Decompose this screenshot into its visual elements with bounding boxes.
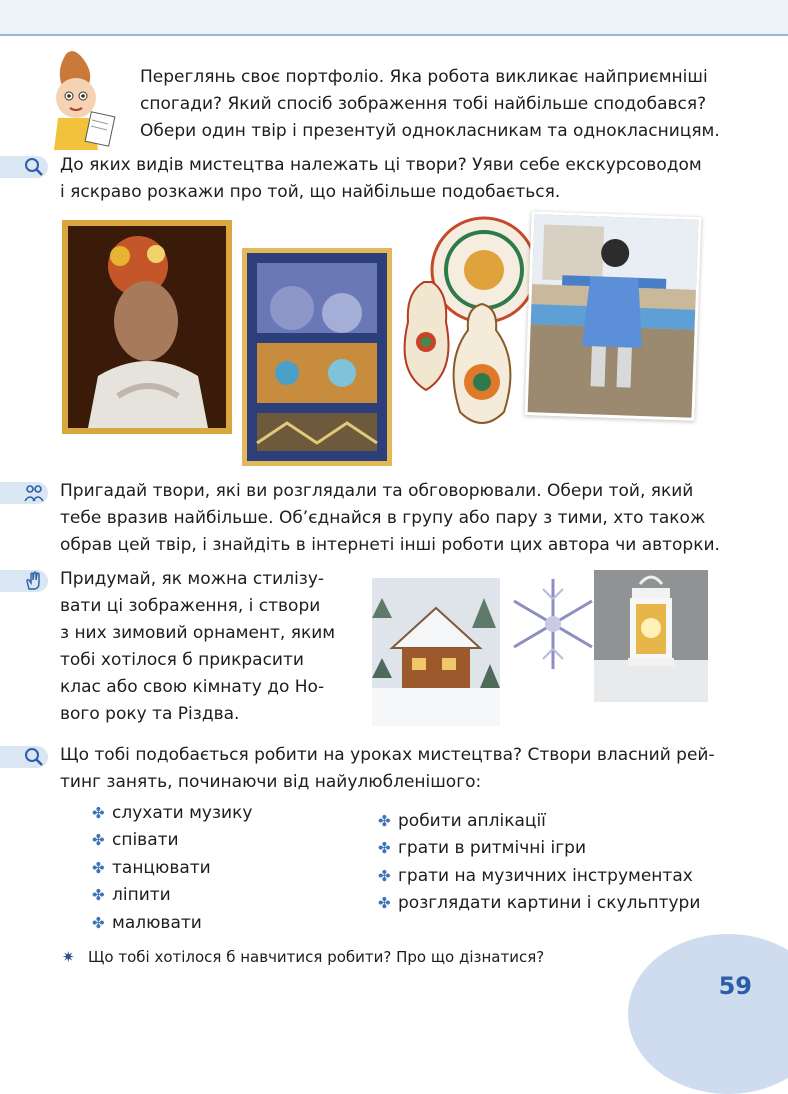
list-item: ✤ ліпити [92,885,171,905]
group-tab [0,482,48,504]
magnifier-tab-2 [0,746,48,768]
page-header-band [0,0,788,36]
flower-bullet-icon: ✤ [92,886,105,904]
task4-line: Що тобі подобається робити на уроках мистецтва? Створи власний рей- [60,745,715,765]
task2-line: тебе вразив найбільше. Об’єднайся в групу або пару з тими, хто також [60,508,706,528]
intro-line: спогади? Який спосіб зображення тобі найбільше сподобався? [140,94,707,114]
task1-paragraph [60,152,760,206]
flower-bullet-icon: ✤ [378,894,391,912]
flower-bullet-icon: ✤ [92,914,105,932]
list-item: ✤ співати [92,830,179,850]
list-item: ✤ робити аплікації [378,811,546,831]
task4-paragraph [60,742,760,796]
magnifier-icon [24,747,44,767]
list-item: ✤ грати на музичних інструментах [378,866,693,886]
flower-bullet-icon: ✤ [92,804,105,822]
flower-bullet-icon: ✤ [92,859,105,877]
closing-question: ✷ Що тобі хотілося б навчитися робити? Про що дізнатися? [62,948,545,966]
list-item: ✤ розглядати картини і скульптури [378,893,701,913]
task3-line: з них зимовий орнамент, яким [60,623,336,643]
lantern-photo [594,570,708,702]
intro-paragraph [140,64,760,145]
flower-bullet-icon: ✤ [92,831,105,849]
list-item: ✤ малювати [92,913,202,933]
hand-tab [0,570,48,592]
page-number: 59 [718,972,752,1000]
task2-line: обрав цей твір, і знайдіть в інтернеті інші роботи цих автора чи авторки. [60,535,720,555]
task3-line: вати ці зображення, і створи [60,596,321,616]
snowflake-image [510,574,596,674]
cats-painting [242,248,392,466]
task2-paragraph [60,478,760,559]
star-bullet-icon: ✷ [62,948,75,966]
flower-bullet-icon: ✤ [378,812,391,830]
task2-line: Пригадай твори, які ви розглядали та обговорювали. Обери той, який [60,481,694,501]
task1-line: і яскраво розкажи про той, що найбільше подобається. [60,182,561,202]
sculpture-photo [524,211,701,421]
list-item: ✤ танцювати [92,858,211,878]
list-item: ✤ слухати музику [92,803,253,823]
task3-line: клас або свою кімнату до Но- [60,677,325,697]
task1-line: До яких видів мистецтва належать ці твори? Уяви себе екскурсоводом [60,155,702,175]
task3-line: Придумай, як можна стилізу- [60,569,325,589]
magnifier-icon [24,157,44,177]
page-corner-shape [628,934,788,1094]
intro-line: Переглянь своє портфоліо. Яка робота викликає найприємніші [140,67,708,87]
portrait-painting [62,220,232,434]
winter-house-photo [372,578,500,726]
task3-line: тобі хотілося б прикрасити [60,650,304,670]
group-icon [24,483,44,503]
intro-line: Обери один твір і презентуй однокласникам та однокласницям. [140,121,720,141]
flower-bullet-icon: ✤ [378,867,391,885]
magnifier-tab [0,156,48,178]
flower-bullet-icon: ✤ [378,839,391,857]
task3-line: вого року та Різдва. [60,704,240,724]
hand-icon [24,571,44,591]
task3-paragraph [60,566,350,728]
task4-line: тинг занять, починаючи від найулюбленішого: [60,772,482,792]
list-item: ✤ грати в ритмічні ігри [378,838,586,858]
ceramics-photo [386,212,536,440]
boy-illustration [36,46,126,150]
